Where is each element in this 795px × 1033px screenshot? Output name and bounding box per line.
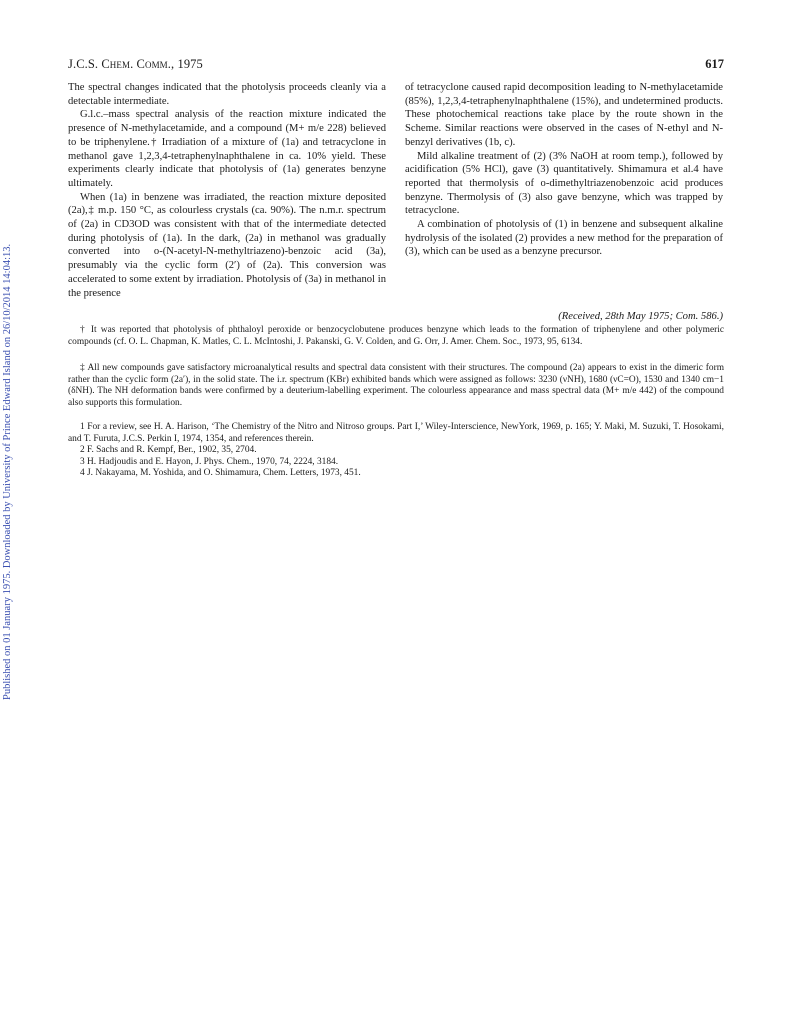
references-list [68, 422, 724, 480]
footnote-double-dagger-text: ‡ All new compounds gave satisfactory microanalytical results and spectral data consistent with their structures. The compound (2a) appears to exist in the dimeric form rather than the cyclic form (2a′), in the solid state. The i.r. spectrum (KBr) exhibited bands which were assigned as follows: 3230 (νNH), 1680 (νC=O), 1530 and 1340 cm−1 (δNH). The NH deformation bands were confirmed by a deuterium-labelling experiment. The colourless appearance and mass spectral data (M+ m/e 442) of the compound also supports this formulation. [68, 363, 724, 408]
right-paragraph-2: Mild alkaline treatment of (2) (3% NaOH at room temp.), followed by acidification (5% HCl), gave (3) quantitatively. Shimamura et al.4 have reported that thermolysis of o-dimethyltriazenobenzoic acid produces benzyne. Thermolysis of (3) also gave benzyne, which was trapped by tetracyclone. [405, 150, 723, 217]
journal-title [68, 57, 203, 72]
journal-name: Chem. Comm. [101, 57, 172, 71]
right-paragraph-1: of tetracyclone caused rapid decomposition leading to N-methylacetamide (85%), 1,2,3,4-tetraphenylnaphthalene (15%), and undetermined products. These photochemical reactions take place by the route shown in the Scheme. Similar reactions were observed in the cases of N-ethyl and N-benzyl derivatives (1b, c). [405, 82, 723, 148]
left-paragraph-3: When (1a) in benzene was irradiated, the reaction mixture deposited (2a),‡ m.p. 150 °C, as colourless crystals (ca. 90%). The n.m.r. spectrum of (2a) in CD3OD was consistent with that of the intermediate detected during photolysis of (1a). In the dark, (2a) in methanol was gradually converted into o-(N-acetyl-N-methyltriazeno)-benzoic acid (3a), presumably via the cyclic form (2′) of (2a). This conversion was accelerated to some extent by irradiation. Photolysis of (3a) in methanol in the presence [68, 191, 386, 299]
reference-4: 4 J. Nakayama, M. Yoshida, and O. Shimamura, Chem. Letters, 1973, 451. [80, 468, 361, 479]
page-number: 617 [705, 57, 724, 71]
footnote-dagger [68, 325, 724, 348]
reference-2: 2 F. Sachs and R. Kempf, Ber., 1902, 35, 2704. [80, 445, 257, 456]
publication-stamp [2, 200, 20, 700]
journal-year: , 1975 [171, 57, 203, 71]
received-date: (Received, 28th May 1975; Com. 586.) [558, 311, 723, 322]
publication-stamp-text: Published on 01 January 1975. Downloaded by University of Prince Edward Island on 26/10/2014 14:04:13. [2, 243, 13, 700]
reference-3: 3 H. Hadjoudis and E. Hayon, J. Phys. Chem., 1970, 74, 2224, 3184. [80, 456, 339, 467]
left-paragraph-2: G.l.c.–mass spectral analysis of the reaction mixture indicated the presence of N-methylacetamide, and a compound (M+ m/e 228) believed to be triphenylene.† Irradiation of a mixture of (1a) and tetracyclone in methanol gave 1,2,3,4-tetraphenylnaphthalene in ca. 10% yield. These experiments clearly indicate that photolysis of (1a) generates benzyne ultimately. [68, 109, 386, 189]
running-head [68, 57, 724, 73]
left-paragraph-1: The spectral changes indicated that the photolysis proceeds cleanly via a detectable intermediate. [68, 82, 386, 107]
right-paragraph-3: A combination of photolysis of (1) in benzene and subsequent alkaline hydrolysis of the isolated (2) provides a new method for the preparation of (3), which can be used as a benzyne precursor. [405, 219, 723, 258]
footnote-double-dagger [68, 363, 724, 409]
right-column [405, 81, 723, 259]
reference-1: 1 For a review, see H. A. Harison, ‘The Chemistry of the Nitro and Nitroso groups. Part I,’ Wiley-Interscience, NewYork, 1969, p. 165; Y. Maki, M. Suzuki, T. Hosokami, and T. Furuta, J.C.S. Perkin I, 1974, 1354, and references therein. [68, 422, 724, 444]
footnote-dagger-text: † It was reported that photolysis of phthaloyl peroxide or benzocyclobutene produces benzyne which leads to the formation of triphenylene and other polymeric compounds (cf. O. L. Chapman, K. Matles, C. L. McIntoshi, J. Pakanski, G. V. Colden, and G. Orr, J. Amer. Chem. Soc., 1973, 95, 6134. [68, 325, 724, 347]
journal-prefix: J.C.S. [68, 57, 102, 71]
left-column [68, 81, 386, 300]
